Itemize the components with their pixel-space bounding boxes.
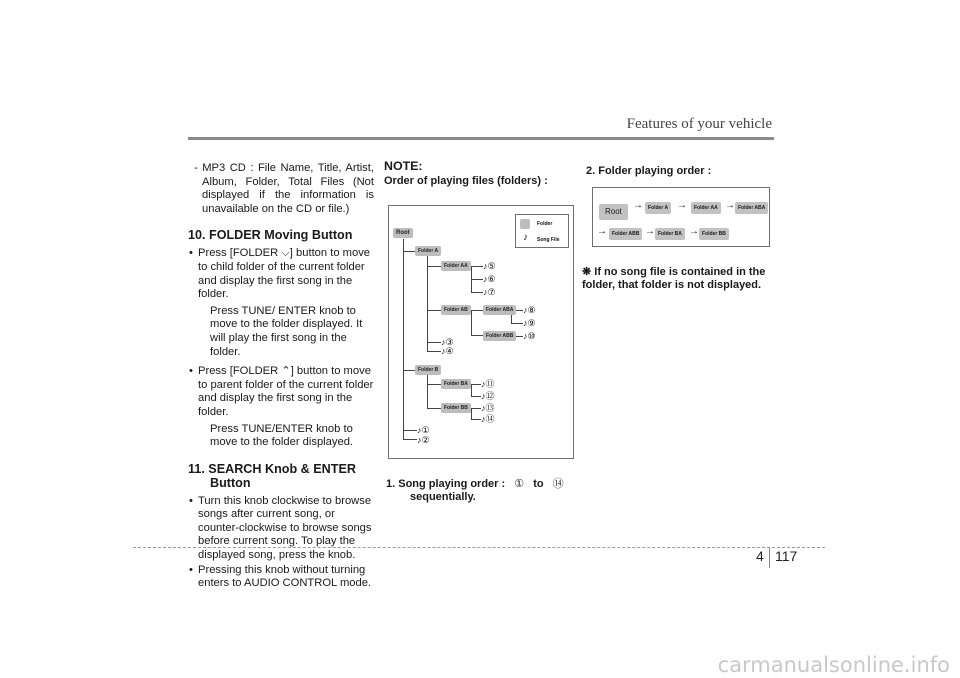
song-file: ♪⑥ [483, 274, 496, 284]
connector [403, 439, 417, 440]
connector [471, 384, 472, 396]
song-file: ♪② [417, 435, 430, 445]
section-11-title-line1: 11. SEARCH Knob & ENTER [188, 461, 356, 476]
list-item: • Pressing this knob without turning enters to AUDIO CONTROL mode. [188, 564, 374, 591]
arrow-right-icon: → [725, 200, 735, 211]
marker-text: If no song file is contained in the folder, that folder is not displayed. [582, 266, 766, 291]
connector [471, 310, 472, 336]
connector [471, 266, 483, 267]
footer-rule [133, 547, 825, 548]
section-10-title: 10. FOLDER Moving Button [188, 228, 353, 243]
bullet-text: Press [FOLDER [198, 247, 282, 260]
folder-b: Folder B [415, 365, 441, 375]
note-subheading: Order of playing files (folders) : [384, 174, 548, 187]
song-playing-order [386, 478, 576, 504]
connector [427, 342, 441, 343]
song-file: ♪⑦ [483, 287, 496, 297]
song-file: ♪③ [441, 337, 454, 347]
header-rule [188, 137, 774, 140]
connector [427, 310, 441, 311]
legend-song-icon: ♪ [523, 232, 528, 243]
page-number: 117 [775, 548, 798, 564]
watermark: carmanualsonline.info [717, 653, 950, 677]
folder-down-icon: ⌵ [281, 247, 290, 260]
folder-order-title: 2. Folder playing order : [586, 165, 712, 177]
column-left [188, 162, 374, 592]
fp-folder-aba: Folder ABA [735, 202, 768, 214]
bullet-text: ] button to move to parent folder of the current folder and display the first song in the folder. [198, 365, 374, 418]
fp-folder-abb: Folder ABB [609, 228, 642, 240]
arrow-right-icon: → [597, 226, 607, 237]
mp3-display-item: - MP3 CD : File Name, Title, Artist, Album, Folder, Total Files (Not displayed if the information is unavailable on the CD or file.) [194, 162, 374, 215]
folder-root: Root [393, 228, 413, 238]
bullet-continuation: Press TUNE/ENTER knob to move to the folder displayed. [210, 422, 354, 449]
song-file: ♪⑫ [481, 391, 495, 401]
song-file: ♪⑧ [523, 305, 536, 315]
connector [427, 408, 441, 409]
connector [403, 370, 415, 371]
connector [427, 375, 428, 409]
folder-up-icon: ⌃ [281, 365, 291, 378]
legend-folder-icon [520, 219, 530, 229]
folder-order-diagram [592, 187, 770, 247]
section-11-title [188, 462, 374, 490]
arrow-right-icon: → [677, 200, 687, 211]
folder-tree-diagram [388, 205, 574, 459]
column-right [580, 165, 774, 179]
bullet-text: ] button to move to child folder of the current folder and display the first song in the folder. [198, 247, 371, 301]
legend-song-label: Song File [537, 237, 560, 243]
connector [403, 239, 404, 439]
song-number: ① [421, 425, 430, 435]
connector [471, 396, 481, 397]
order-label: 1. Song playing order : [386, 478, 506, 490]
bullet-text: Press [FOLDER [198, 365, 282, 378]
song-file: ♪① [417, 425, 430, 435]
connector [471, 292, 483, 293]
empty-folder-note [582, 266, 774, 292]
song-number: ② [421, 435, 430, 445]
song-file: ♪⑤ [483, 261, 496, 271]
fp-folder-aa: Folder AA [691, 202, 721, 214]
song-file: ♪⑭ [481, 414, 495, 424]
order-mid: to [533, 478, 544, 490]
connector [471, 279, 483, 280]
order-start: ① [514, 478, 525, 490]
column-middle [384, 160, 574, 188]
folder-abb: Folder ABB [483, 331, 516, 341]
arrow-right-icon: → [645, 226, 655, 237]
folder-button-list [188, 247, 374, 449]
song-number: ⑦ [487, 287, 496, 297]
connector [427, 351, 441, 352]
list-item [188, 247, 374, 359]
song-number: ⑧ [527, 305, 536, 315]
song-number: ⑥ [487, 274, 496, 284]
folder-bb: Folder BB [441, 403, 471, 413]
connector [427, 256, 428, 352]
song-number: ④ [445, 346, 454, 356]
connector [403, 251, 415, 252]
song-file: ♪④ [441, 346, 454, 356]
list-item [188, 365, 374, 450]
search-knob-list [188, 495, 374, 591]
arrow-right-icon: → [633, 200, 643, 211]
folder-ab: Folder AB [441, 305, 471, 315]
order-sequential: sequentially. [410, 491, 476, 503]
legend-folder-label: Folder [537, 221, 553, 227]
connector [403, 430, 417, 431]
bullet-continuation: Press TUNE/ ENTER knob to move to the folder displayed. It will play the first song in the folder. [210, 304, 363, 358]
song-number: ⑫ [485, 391, 495, 401]
chapter-number: 4 [756, 548, 764, 564]
folder-aa: Folder AA [441, 261, 471, 271]
list-item: • Turn this knob clockwise to browse songs after current song, or counter-clockwise to browse songs before current song. To play the displayed song, press the knob. [188, 495, 374, 563]
order-end: ⑭ [552, 478, 564, 490]
song-number: ⑭ [485, 414, 495, 424]
folder-aba: Folder ABA [483, 305, 516, 315]
folder-ba: Folder BA [441, 379, 471, 389]
song-file: ♪⑪ [481, 379, 495, 389]
connector [427, 266, 441, 267]
song-number: ⑤ [487, 261, 496, 271]
marker-symbol: ❋ [582, 266, 592, 278]
song-file: ♪⑨ [523, 318, 536, 328]
note-heading: NOTE: [384, 159, 423, 173]
connector [471, 408, 481, 409]
song-file: ♪⑬ [481, 403, 495, 413]
fp-folder-bb: Folder BB [699, 228, 729, 240]
song-number: ⑩ [527, 331, 536, 341]
page-header-title: Features of your vehicle [626, 116, 772, 132]
song-number: ⑨ [527, 318, 536, 328]
page-separator [769, 548, 770, 568]
section-11-title-line2: Button [210, 475, 251, 490]
arrow-right-icon: → [689, 226, 699, 237]
connector [427, 384, 441, 385]
connector [471, 419, 481, 420]
fp-folder-ba: Folder BA [655, 228, 685, 240]
connector [511, 323, 523, 324]
fp-folder-a: Folder A [645, 202, 671, 214]
connector [471, 384, 481, 385]
connector [471, 335, 483, 336]
folder-a: Folder A [415, 246, 441, 256]
song-file: ♪⑩ [523, 331, 536, 341]
fp-root: Root [599, 204, 628, 220]
song-number: ⑬ [485, 403, 495, 413]
song-number: ③ [445, 337, 454, 347]
song-number: ⑪ [485, 379, 495, 389]
